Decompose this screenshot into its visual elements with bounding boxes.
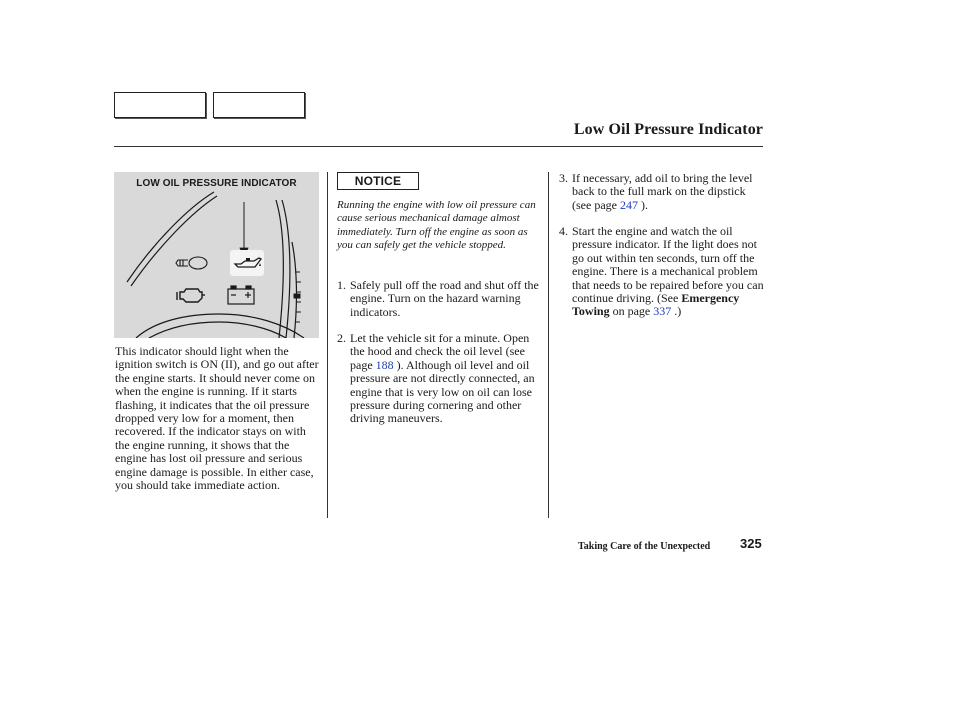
- key-icon: [176, 257, 207, 269]
- notice-badge: NOTICE: [337, 172, 419, 190]
- step-text: Let the vehicle sit for a minute. Open the hood and check the oil level (see page: [350, 331, 530, 372]
- page-title: Low Oil Pressure Indicator: [573, 121, 763, 138]
- step-3: [559, 171, 762, 212]
- column-divider-1: [327, 172, 328, 518]
- step-2: [337, 331, 544, 426]
- title-divider: [114, 146, 763, 147]
- footer-section-title: Taking Care of the Unexpected: [578, 541, 711, 552]
- gauge-ticks: [294, 272, 301, 322]
- step-number: 1.: [337, 278, 346, 292]
- step-text: .): [671, 304, 682, 319]
- step-number: 3.: [559, 171, 568, 185]
- step-text: Safely pull off the road and shut off the engine. Turn on the hazard warning indicators.: [350, 278, 539, 319]
- notice-text: Running the engine with low oil pressure can cause serious mechanical damage almost immediately. Turn off the engine as soon as you can safely get the vehicle stopped.: [337, 199, 536, 252]
- previous-section-button[interactable]: [114, 92, 206, 118]
- next-section-button[interactable]: [213, 92, 305, 118]
- step-text: Start the engine and watch the oil pressure indicator. If the light does not go out within ten seconds, turn off the engine. There is a mechanical problem that needs to be repaired before you can continue driving. (See: [572, 224, 764, 306]
- step-text: If necessary, add oil to bring the level back to the full mark on the dipstick (see page: [572, 171, 753, 212]
- page-number: 325: [740, 536, 762, 551]
- instrument-panel-drawing: [114, 172, 319, 338]
- step-4: [559, 224, 766, 319]
- page-link-247[interactable]: 247: [619, 197, 638, 212]
- oil-can-icon: [230, 250, 264, 276]
- figure-label: LOW OIL PRESSURE INDICATOR: [136, 178, 297, 189]
- step-text: ). Although oil level and oil pressure are not directly connected, an engine that is very low on oil can lose pressure during cornering and other driving maneuvers.: [350, 357, 535, 426]
- dashboard-illustration: [114, 172, 319, 338]
- step-1: [337, 278, 542, 319]
- column-divider-2: [548, 172, 549, 518]
- step-number: 4.: [559, 224, 568, 238]
- step-text: on page: [609, 304, 654, 319]
- page-link-188[interactable]: 188: [375, 357, 394, 372]
- check-engine-icon: [177, 289, 205, 302]
- step-number: 2.: [337, 331, 346, 345]
- indicator-description: This indicator should light when the ignition switch is ON (II), and go out after the engine starts. It should never come on when the engine is running. If it starts flashing, it indicates that the oil pressure dropped very low for a moment, then recovered. If the indicator stays on with the engine running, it shows that the engine has lost oil pressure and serious engine damage is possible. In either case, you should take immediate action.: [115, 344, 319, 493]
- step-text: ).: [637, 197, 648, 212]
- emergency-towing-reference: Emergency Towing: [572, 291, 740, 319]
- page-link-337[interactable]: 337: [653, 304, 672, 319]
- battery-icon: [228, 286, 254, 304]
